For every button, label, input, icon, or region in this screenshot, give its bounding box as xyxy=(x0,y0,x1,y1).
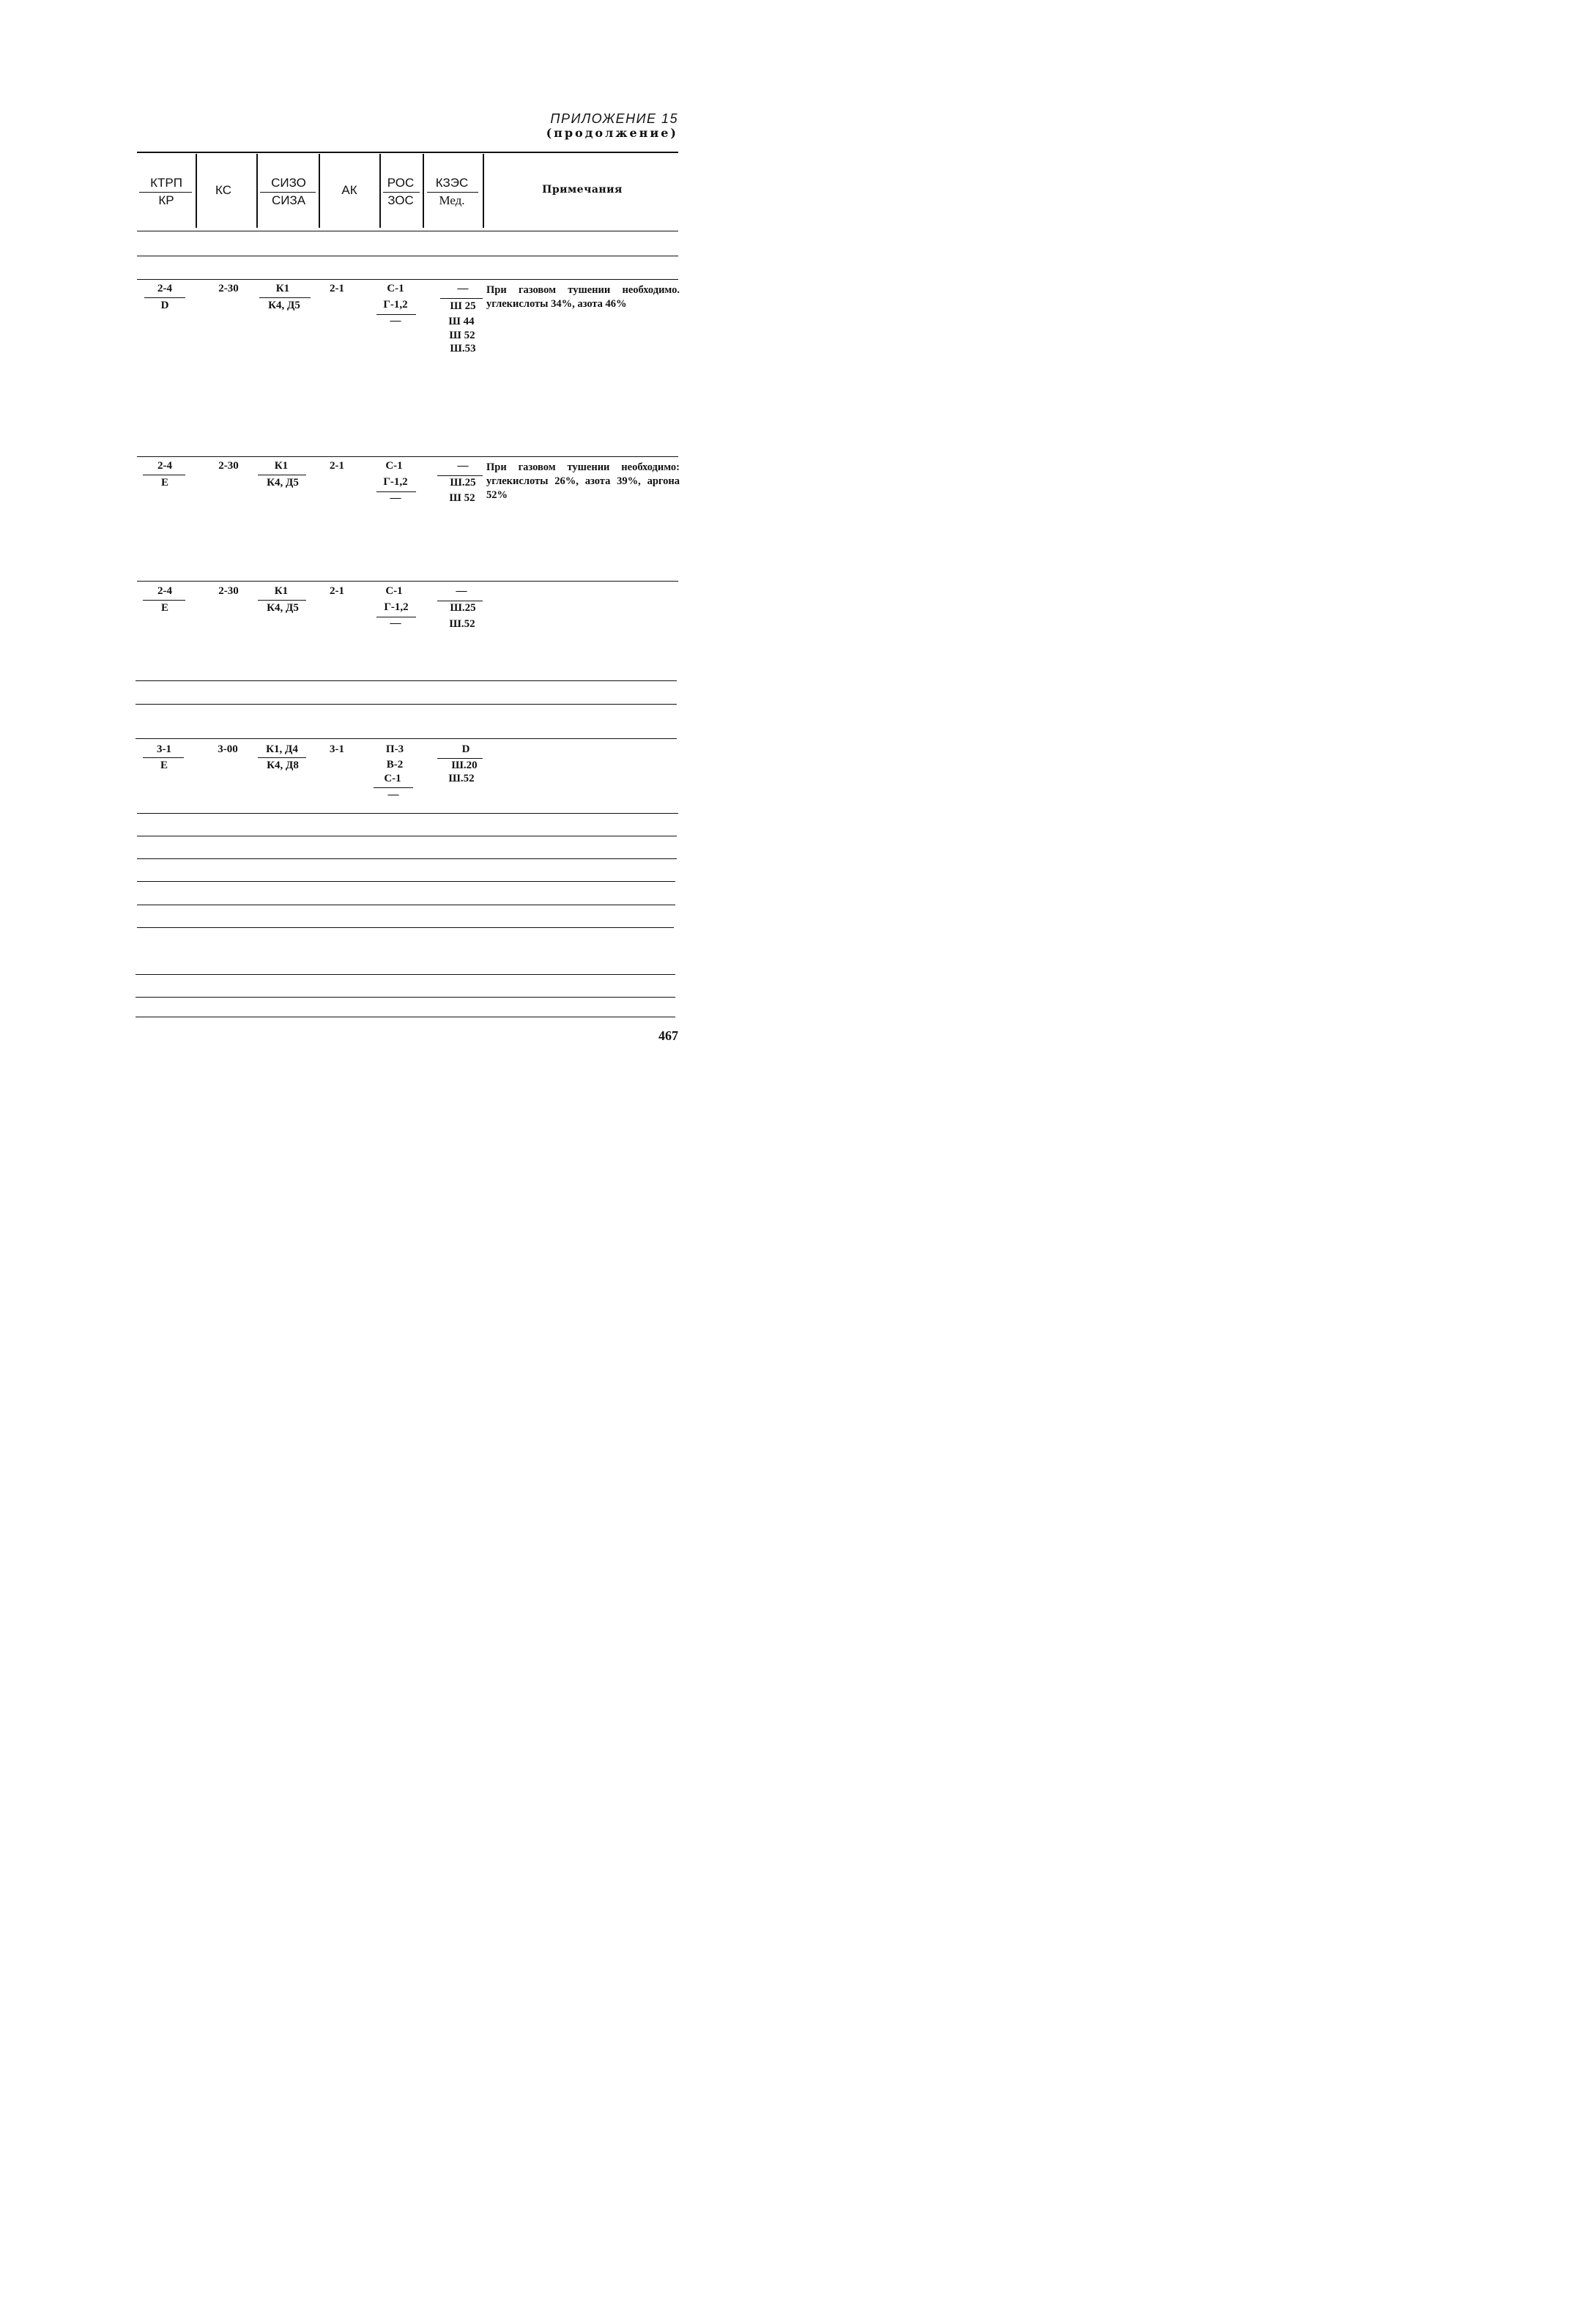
header-ktrp: КТРП xyxy=(150,176,182,190)
kzes-value: — xyxy=(457,283,469,294)
med-value: Ш 52 xyxy=(449,330,475,341)
ak-value: 3-1 xyxy=(330,743,344,755)
ks-value: 2-30 xyxy=(218,585,239,597)
table-rule xyxy=(137,927,674,928)
siza-value: К4, Д8 xyxy=(267,760,299,771)
med-value: Ш.25 xyxy=(450,477,476,489)
med-value: Ш 44 xyxy=(448,316,475,327)
med-value: Ш.25 xyxy=(450,602,476,614)
header-sizo: СИЗО xyxy=(271,176,306,190)
header-zos: ЗОС xyxy=(387,193,414,207)
fraction-bar xyxy=(143,757,184,758)
ak-value: 2-1 xyxy=(330,460,344,472)
column-divider xyxy=(196,154,197,228)
header-ks: КС xyxy=(215,183,231,197)
column-divider xyxy=(319,154,320,228)
fraction-bar xyxy=(383,192,420,193)
column-divider xyxy=(256,154,258,228)
fraction-bar xyxy=(144,297,185,298)
zos-value: — xyxy=(390,492,401,504)
siza-value: К4, Д5 xyxy=(268,300,300,311)
fraction-bar xyxy=(260,192,316,193)
kzes-value: — xyxy=(456,585,467,597)
sizo-value: К1 xyxy=(274,460,289,472)
continuation-label: (продолжение) xyxy=(546,126,678,140)
ak-value: 2-1 xyxy=(330,585,344,597)
zos-value: — xyxy=(387,789,399,801)
ros-value: Г-1,2 xyxy=(384,601,409,613)
siza-value: К4, Д5 xyxy=(267,477,299,489)
header-siza: СИЗА xyxy=(271,193,306,207)
fraction-bar xyxy=(143,600,185,601)
fraction-bar xyxy=(258,757,306,758)
note-text: При газовом тушении необходимо: углекислоты 26%, азота 39%, аргона 52% xyxy=(486,461,680,501)
header-notes: Примечания xyxy=(542,184,623,196)
ks-value: 2-30 xyxy=(218,283,239,294)
column-divider xyxy=(483,154,484,228)
med-value: Ш 52 xyxy=(449,492,475,504)
ros-value: С-1 xyxy=(385,585,403,597)
note-text: При газовом тушении необходимо. углекислоты 34%, азота 46% xyxy=(486,284,680,310)
ros-value: С-1 xyxy=(384,773,401,784)
ks-value: 3-00 xyxy=(218,743,238,755)
page-number: 467 xyxy=(658,1028,678,1043)
kr-value: D xyxy=(160,300,169,311)
table-rule xyxy=(136,680,677,681)
ros-value: С-1 xyxy=(387,283,404,294)
header-ros: РОС xyxy=(387,176,415,190)
kr-value: Е xyxy=(160,602,169,614)
fraction-bar xyxy=(440,298,483,299)
fraction-bar xyxy=(427,192,478,193)
kzes-value: — xyxy=(457,460,469,472)
zos-value: — xyxy=(390,315,401,327)
column-divider xyxy=(379,154,381,228)
header-med: Мед. xyxy=(439,193,465,207)
header-ak: АК xyxy=(341,183,357,197)
table-rule xyxy=(136,997,675,998)
fraction-bar xyxy=(259,297,311,298)
fraction-bar xyxy=(437,758,483,759)
column-divider xyxy=(423,154,424,228)
ktrp-value: 2-4 xyxy=(157,585,172,597)
ktrp-value: 3-1 xyxy=(157,743,171,755)
table-rule xyxy=(137,881,675,882)
ros-value: П-3 xyxy=(385,743,404,755)
ros-value: В-2 xyxy=(386,759,404,771)
appendix-title: ПРИЛОЖЕНИЕ 15 xyxy=(550,111,678,126)
sizo-value: К1, Д4 xyxy=(266,743,298,755)
kzes-value: D xyxy=(461,743,470,755)
table-top-rule xyxy=(137,152,678,153)
document-page xyxy=(0,0,769,1135)
med-value: Ш.20 xyxy=(451,760,478,771)
table-rule xyxy=(137,581,678,582)
ktrp-value: 2-4 xyxy=(157,460,172,472)
fraction-bar xyxy=(258,600,306,601)
ros-value: С-1 xyxy=(385,460,403,472)
kr-value: Е xyxy=(160,760,168,771)
ak-value: 2-1 xyxy=(330,283,344,294)
header-kr: КР xyxy=(158,193,174,207)
ks-value: 2-30 xyxy=(218,460,239,472)
table-rule xyxy=(137,279,678,280)
header-kzes: КЗЭС xyxy=(435,176,469,190)
siza-value: К4, Д5 xyxy=(267,602,299,614)
sizo-value: К1 xyxy=(274,585,289,597)
sizo-value: К1 xyxy=(275,283,290,294)
fraction-bar xyxy=(437,475,483,476)
med-value: Ш.53 xyxy=(450,343,476,354)
zos-value: — xyxy=(390,617,401,629)
table-rule xyxy=(137,858,677,859)
fraction-bar xyxy=(374,787,413,788)
med-value: Ш.52 xyxy=(449,618,475,630)
table-rule xyxy=(136,738,677,739)
ros-value: Г-1,2 xyxy=(383,299,408,311)
table-rule xyxy=(137,456,678,457)
ros-value: Г-1,2 xyxy=(383,476,408,488)
ktrp-value: 2-4 xyxy=(157,283,172,294)
med-value: Ш 25 xyxy=(450,300,476,312)
kr-value: Е xyxy=(160,477,169,489)
table-rule xyxy=(136,974,675,975)
table-rule xyxy=(136,704,677,705)
med-value: Ш.52 xyxy=(448,773,475,784)
fraction-bar xyxy=(139,192,192,193)
table-rule xyxy=(137,813,678,814)
